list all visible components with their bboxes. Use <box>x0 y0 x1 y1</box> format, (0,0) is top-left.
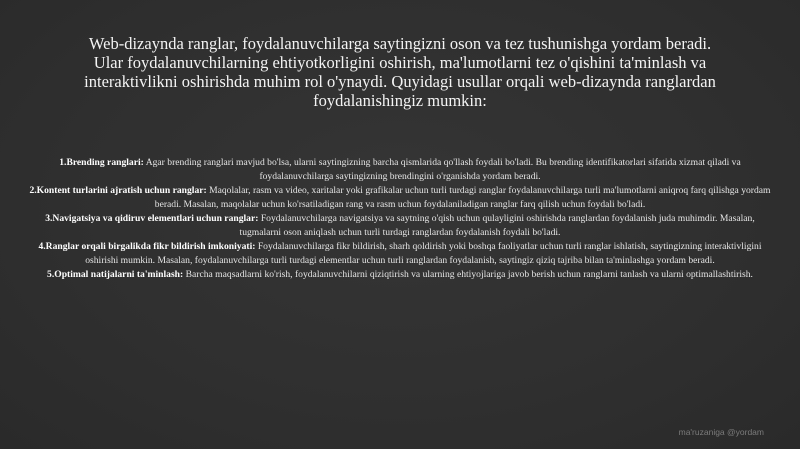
list-item-title: 3.Navigatsiya va qidiruv elementlari uchun ranglar: <box>45 213 259 224</box>
slide-intro-heading: Web-dizaynda ranglar, foydalanuvchilarga saytingizni oson va tez tushunishga yordam beradi. Ular foydalanuvchilarning ehtiyotkorligini oshirish, ma'lumotlarni tez o'qishini ta'minlash va interaktivlikni oshirishda muhim rol o'ynaydi. Quyidagi usullar orqali web-dizaynda ranglardan foydalanishingiz mumkin: <box>84 34 716 110</box>
list-item <box>24 240 776 268</box>
list-item-title: 1.Brending ranglari: <box>59 157 144 168</box>
list-item <box>24 184 776 212</box>
numbered-list <box>24 156 776 282</box>
list-item <box>24 268 776 282</box>
list-item <box>24 212 776 240</box>
list-item <box>24 156 776 184</box>
list-item-text: Maqolalar, rasm va video, xaritalar yoki grafikalar uchun turli turdagi ranglar foydalanuvchilarga turli ma'lumotlarni aniqroq farq qilishga yordam beradi. Masalan, maqolalar uchun ko'rsatiladigan rang va rasm uchun foydalaniladigan ranglar farq qilish uchun foydali bo'ladi. <box>154 185 771 210</box>
watermark-text: ma'ruzaniga @yordam <box>678 427 764 437</box>
list-item-text: Foydalanuvchilarga navigatsiya va saytning o'qish uchun qulayligini oshirishda ranglardan foydalanish juda muhimdir. Masalan, tugmalarni oson aniqlash uchun turli turdagi ranglardan foydalanish foydali bo'ladi. <box>239 213 755 238</box>
list-item-title: 4.Ranglar orqali birgalikda fikr bildirish imkoniyati: <box>38 241 256 252</box>
list-item-title: 5.Optimal natijalarni ta'minlash: <box>47 269 184 280</box>
list-item-title: 2.Kontent turlarini ajratish uchun ranglar: <box>29 185 207 196</box>
list-item-text: Foydalanuvchilarga fikr bildirish, sharh qoldirish yoki boshqa faoliyatlar uchun turli ranglar ishlatish, saytingizning interaktivligini oshirishi mumkin. Masalan, foydalanuvchilarga turli turdagi elementlar uchun turli ranglardan foydalanish, saytingiz qiziq tajriba bilan ta'minlashga yordam beradi. <box>85 241 762 266</box>
list-item-text: Agar brending ranglari mavjud bo'lsa, ularni saytingizning barcha qismlarida qo'llash foydali bo'ladi. Bu brending identifikatorlari sifatida xizmat qiladi va foydalanuvchilarga saytingizning brendingini o'rganishda yordam beradi. <box>143 157 741 182</box>
list-item-text: Barcha maqsadlarni ko'rish, foydalanuvchilarni qiziqtirish va ularning ehtiyojlariga javob berish uchun ranglarni tanlash va ularni optimallashtirish. <box>183 269 753 280</box>
